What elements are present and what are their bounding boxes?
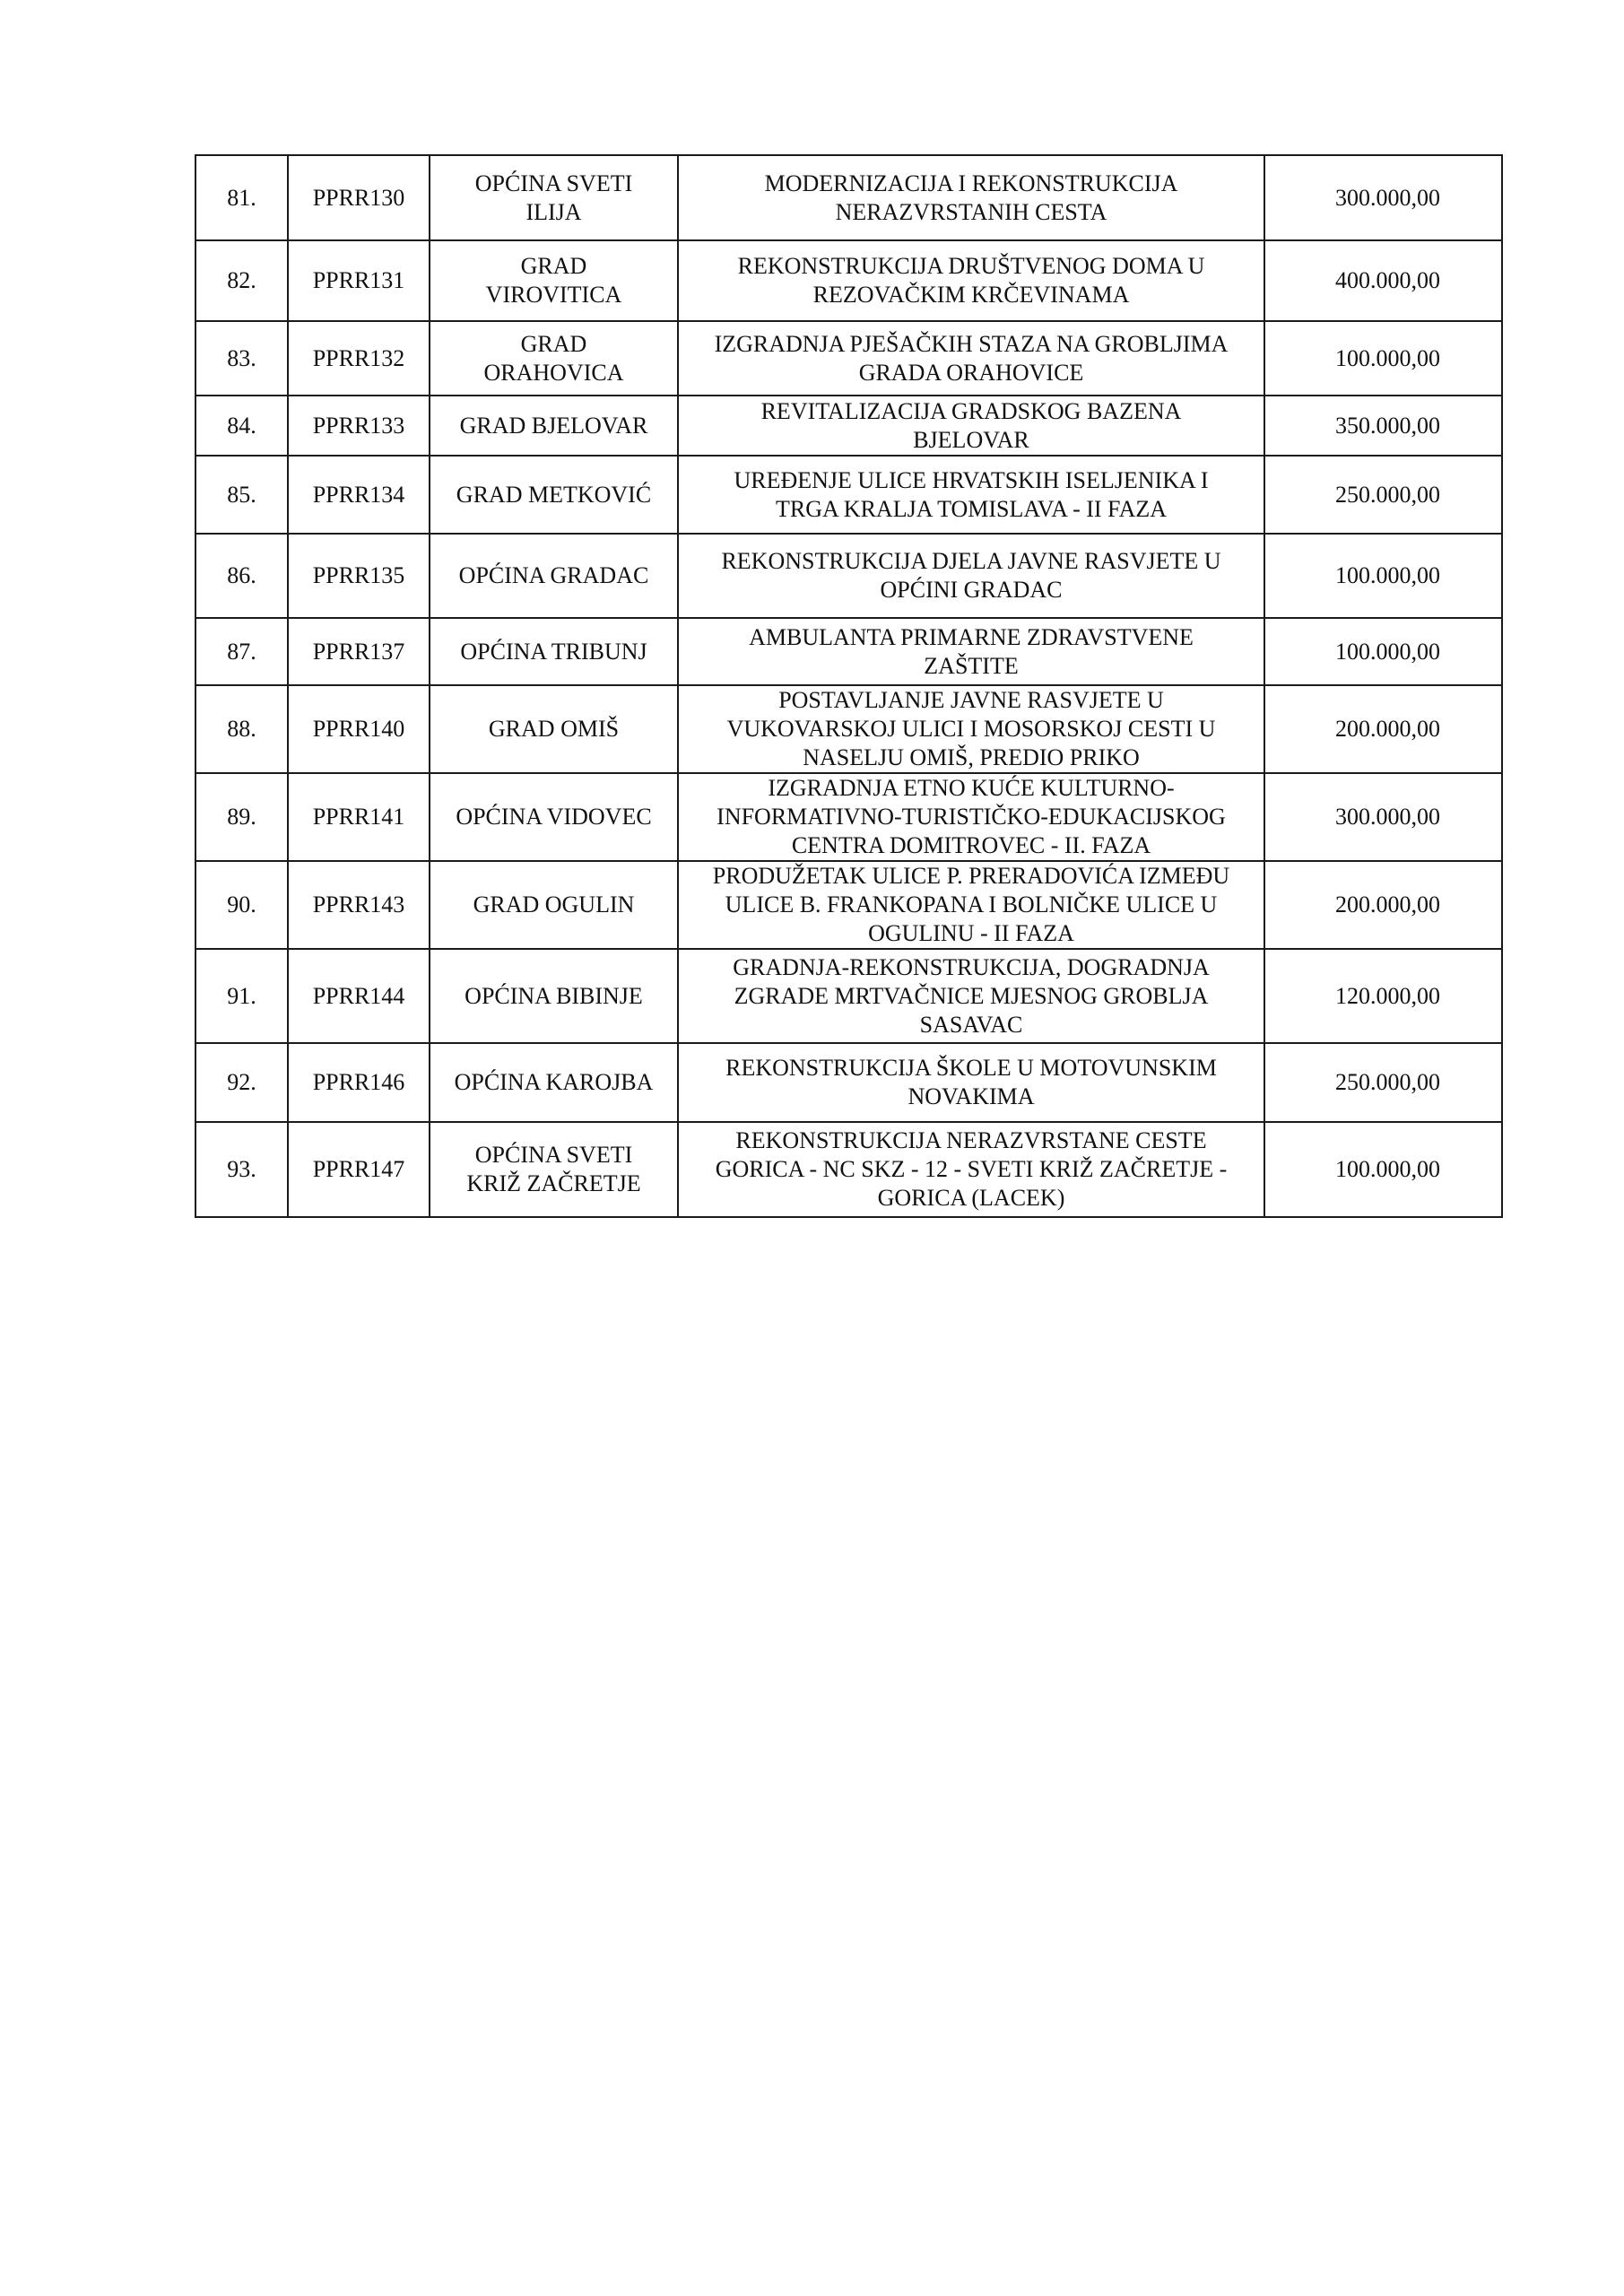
recipient-cell-line: OPĆINA SVETI <box>474 1142 633 1168</box>
row-number-cell: 89. <box>195 773 288 861</box>
row-number-cell: 83. <box>195 321 288 396</box>
project-description-cell <box>678 773 1264 861</box>
project-description-cell-line: GORICA (LACEK) <box>877 1185 1065 1211</box>
project-description-cell-line: NERAZVRSTANIH CESTA <box>835 198 1107 225</box>
recipient-cell <box>430 456 678 534</box>
project-code-cell: PPRR146 <box>288 1043 430 1122</box>
project-description-cell <box>678 240 1264 321</box>
recipient-cell-line: GRAD OMIŠ <box>488 716 620 742</box>
project-description-cell <box>678 1122 1264 1217</box>
project-description-cell-line: IZGRADNJA ETNO KUĆE KULTURNO- <box>768 775 1175 801</box>
project-code-cell: PPRR135 <box>288 534 430 618</box>
recipient-cell-line: ORAHOVICA <box>483 359 624 386</box>
recipient-cell-line: OPĆINA BIBINJE <box>465 982 643 1009</box>
project-description-cell-line: REKONSTRUKCIJA NERAZVRSTANE CESTE <box>735 1127 1207 1153</box>
project-code-cell: PPRR134 <box>288 456 430 534</box>
row-number-cell: 82. <box>195 240 288 321</box>
table-row <box>195 456 1502 534</box>
table-row <box>195 155 1502 240</box>
amount-cell: 120.000,00 <box>1264 949 1502 1043</box>
amount-cell: 100.000,00 <box>1264 534 1502 618</box>
table-row <box>195 618 1502 685</box>
project-description-cell-line: PRODUŽETAK ULICE P. PRERADOVIĆA IZMEĐU <box>712 863 1230 889</box>
project-description-cell-line: OPĆINI GRADAC <box>880 577 1063 603</box>
row-number-cell: 81. <box>195 155 288 240</box>
row-number-cell: 87. <box>195 618 288 685</box>
table-row <box>195 773 1502 861</box>
project-description-cell-line: GRADNJA-REKONSTRUKCIJA, DOGRADNJA <box>733 953 1210 980</box>
project-description-cell-line: AMBULANTA PRIMARNE ZDRAVSTVENE <box>749 623 1194 650</box>
recipient-cell <box>430 396 678 456</box>
recipient-cell <box>430 321 678 396</box>
recipient-cell <box>430 1122 678 1217</box>
amount-cell: 250.000,00 <box>1264 456 1502 534</box>
project-description-cell-line: REVITALIZACIJA GRADSKOG BAZENA <box>760 397 1182 424</box>
recipient-cell-line: GRAD <box>520 330 587 357</box>
table-row <box>195 1122 1502 1217</box>
amount-cell: 250.000,00 <box>1264 1043 1502 1122</box>
row-number-cell: 92. <box>195 1043 288 1122</box>
project-code-cell: PPRR132 <box>288 321 430 396</box>
project-code-cell: PPRR141 <box>288 773 430 861</box>
project-code-cell: PPRR133 <box>288 396 430 456</box>
amount-cell: 400.000,00 <box>1264 240 1502 321</box>
project-description-cell-line: TRGA KRALJA TOMISLAVA - II FAZA <box>775 495 1168 522</box>
recipient-cell-line: GRAD METKOVIĆ <box>456 481 652 508</box>
recipient-cell-line: ILIJA <box>525 198 582 225</box>
table-row <box>195 534 1502 618</box>
project-description-cell-line: MODERNIZACIJA I REKONSTRUKCIJA <box>764 170 1178 196</box>
project-description-cell-line: REKONSTRUKCIJA DJELA JAVNE RASVJETE U <box>721 548 1221 574</box>
project-description-cell-line: POSTAVLJANJE JAVNE RASVJETE U <box>778 687 1164 713</box>
table-row <box>195 240 1502 321</box>
projects-table <box>195 154 1503 1218</box>
table-row <box>195 321 1502 396</box>
table-body <box>195 155 1502 1217</box>
project-description-cell-line: REKONSTRUKCIJA DRUŠTVENOG DOMA U <box>737 253 1205 279</box>
project-description-cell-line: IZGRADNJA PJEŠAČKIH STAZA NA GROBLJIMA <box>714 330 1229 357</box>
row-number-cell: 84. <box>195 396 288 456</box>
project-description-cell <box>678 396 1264 456</box>
amount-cell: 350.000,00 <box>1264 396 1502 456</box>
project-description-cell <box>678 949 1264 1043</box>
recipient-cell-line: KRIŽ ZAČRETJE <box>466 1170 641 1196</box>
project-description-cell-line: UREĐENJE ULICE HRVATSKIH ISELJENIKA I <box>734 466 1209 493</box>
project-description-cell <box>678 321 1264 396</box>
recipient-cell <box>430 1043 678 1122</box>
project-description-cell <box>678 685 1264 773</box>
amount-cell: 100.000,00 <box>1264 618 1502 685</box>
project-description-cell-line: REKONSTRUKCIJA ŠKOLE U MOTOVUNSKIM <box>725 1055 1217 1081</box>
project-code-cell: PPRR143 <box>288 861 430 949</box>
recipient-cell <box>430 534 678 618</box>
recipient-cell <box>430 240 678 321</box>
project-description-cell <box>678 155 1264 240</box>
project-code-cell: PPRR140 <box>288 685 430 773</box>
amount-cell: 100.000,00 <box>1264 321 1502 396</box>
amount-cell: 200.000,00 <box>1264 685 1502 773</box>
project-description-cell-line: ZAŠTITE <box>924 652 1019 679</box>
project-code-cell: PPRR130 <box>288 155 430 240</box>
project-description-cell-line: ULICE B. FRANKOPANA I BOLNIČKE ULICE U <box>725 891 1218 918</box>
amount-cell: 200.000,00 <box>1264 861 1502 949</box>
project-description-cell <box>678 1043 1264 1122</box>
project-description-cell-line: NASELJU OMIŠ, PREDIO PRIKO <box>803 744 1140 770</box>
project-description-cell-line: SASAVAC <box>919 1011 1023 1038</box>
project-code-cell: PPRR144 <box>288 949 430 1043</box>
recipient-cell-line: OPĆINA TRIBUNJ <box>460 638 647 665</box>
recipient-cell-line: GRAD <box>520 253 587 279</box>
row-number-cell: 88. <box>195 685 288 773</box>
project-description-cell-line: ZGRADE MRTVAČNICE MJESNOG GROBLJA <box>734 982 1209 1009</box>
recipient-cell-line: OPĆINA GRADAC <box>458 562 649 588</box>
project-description-cell-line: NOVAKIMA <box>908 1083 1035 1109</box>
recipient-cell <box>430 155 678 240</box>
recipient-cell-line: OPĆINA KAROJBA <box>454 1069 654 1095</box>
recipient-cell <box>430 773 678 861</box>
project-description-cell-line: CENTRA DOMITROVEC - II. FAZA <box>791 832 1151 858</box>
project-description-cell <box>678 456 1264 534</box>
table-row <box>195 685 1502 773</box>
recipient-cell-line: OPĆINA VIDOVEC <box>456 804 652 830</box>
recipient-cell <box>430 685 678 773</box>
project-description-cell-line: VUKOVARSKOJ ULICI I MOSORSKOJ CESTI U <box>726 716 1216 742</box>
project-description-cell <box>678 861 1264 949</box>
project-code-cell: PPRR137 <box>288 618 430 685</box>
project-description-cell-line: GRADA ORAHOVICE <box>858 359 1084 386</box>
table-row <box>195 861 1502 949</box>
project-description-cell-line: INFORMATIVNO-TURISTIČKO-EDUKACIJSKOG <box>716 804 1226 830</box>
amount-cell: 300.000,00 <box>1264 773 1502 861</box>
row-number-cell: 91. <box>195 949 288 1043</box>
recipient-cell-line: GRAD BJELOVAR <box>459 412 648 439</box>
row-number-cell: 93. <box>195 1122 288 1217</box>
recipient-cell <box>430 618 678 685</box>
table-row <box>195 1043 1502 1122</box>
amount-cell: 300.000,00 <box>1264 155 1502 240</box>
project-description-cell-line: OGULINU - II FAZA <box>868 920 1074 946</box>
project-description-cell-line: BJELOVAR <box>913 426 1029 453</box>
table-row <box>195 949 1502 1043</box>
row-number-cell: 90. <box>195 861 288 949</box>
amount-cell: 100.000,00 <box>1264 1122 1502 1217</box>
table-row <box>195 396 1502 456</box>
project-description-cell-line: GORICA - NC SKZ - 12 - SVETI KRIŽ ZAČRETJE - <box>715 1156 1228 1182</box>
project-description-cell <box>678 618 1264 685</box>
row-number-cell: 85. <box>195 456 288 534</box>
recipient-cell-line: GRAD OGULIN <box>473 891 635 918</box>
project-code-cell: PPRR131 <box>288 240 430 321</box>
row-number-cell: 86. <box>195 534 288 618</box>
recipient-cell-line: VIROVITICA <box>485 282 622 308</box>
recipient-cell <box>430 861 678 949</box>
project-description-cell-line: REZOVAČKIM KRČEVINAMA <box>812 282 1130 308</box>
project-description-cell <box>678 534 1264 618</box>
recipient-cell-line: OPĆINA SVETI <box>474 170 633 196</box>
project-code-cell: PPRR147 <box>288 1122 430 1217</box>
recipient-cell <box>430 949 678 1043</box>
